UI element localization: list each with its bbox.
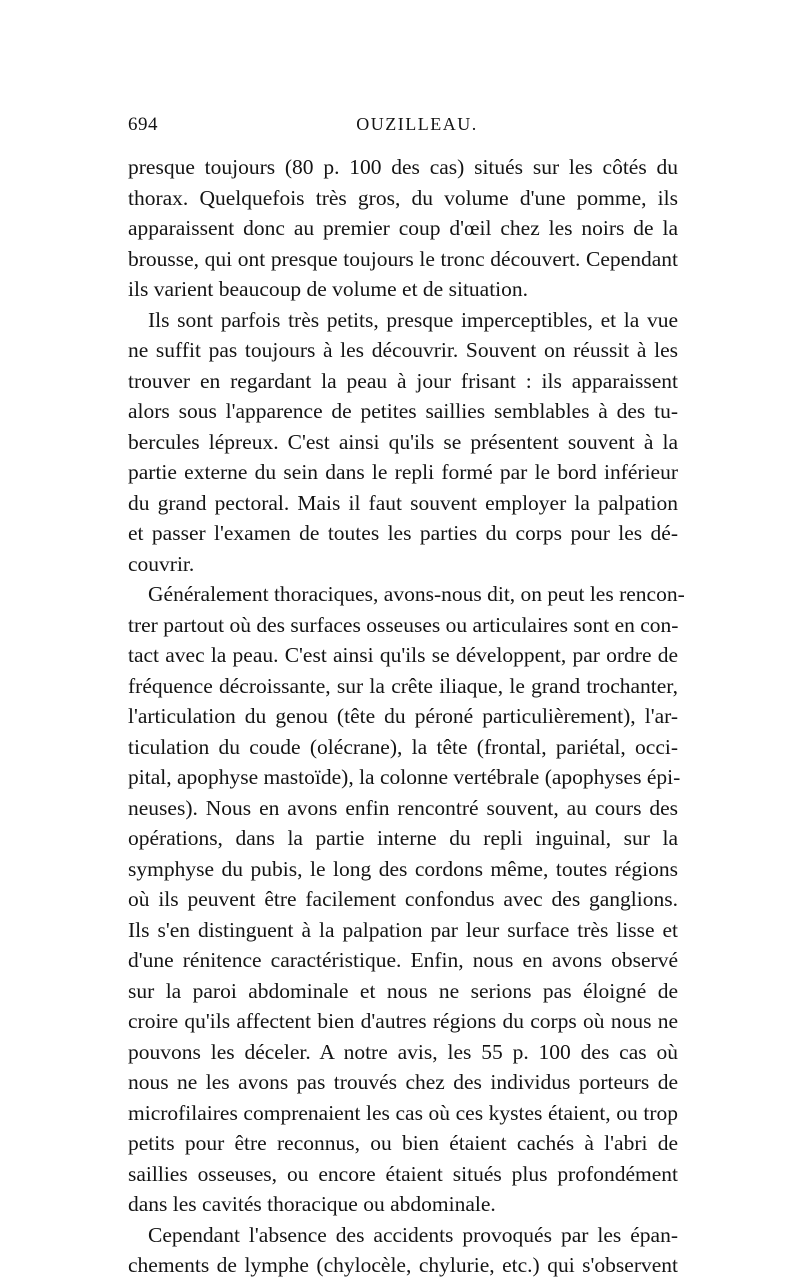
text-line: opérations, dans la partie interne du repli inguinal, sur la (128, 826, 678, 850)
text-line: sur la paroi abdominale et nous ne serions pas éloigné de (128, 978, 678, 1003)
paragraph (128, 1220, 678, 1281)
text-line: trer partout où des surfaces osseuses ou articulaires sont en con- (128, 612, 679, 637)
text-line: microfilaires comprenaient les cas où ces kystes étaient, ou trop (128, 1100, 678, 1125)
running-head (128, 114, 676, 142)
text-line: du grand pectoral. Mais il faut souvent employer la palpation (128, 490, 678, 515)
text-line: brousse, qui ont presque toujours le tronc découvert. Cependant (128, 246, 678, 271)
text-line: partie externe du sein dans le repli formé par le bord inférieur (128, 460, 678, 484)
paragraph (128, 152, 678, 305)
text-line: presque toujours (80 p. 100 des cas) situés sur les côtés du (128, 155, 678, 179)
text-line: Cependant l'absence des accidents provoqués par les épan- (148, 1222, 678, 1247)
text-line: Ils s'en distinguent à la palpation par leur surface très lisse et (128, 917, 678, 942)
running-title: OUZILLEAU. (356, 114, 478, 134)
text-line: Généralement thoraciques, avons-nous dit, on peut les rencon- (148, 582, 685, 606)
paragraph (128, 305, 678, 580)
text-line: tact avec la peau. C'est ainsi qu'ils se développent, par ordre de (128, 643, 678, 667)
text-line: ticulation du coude (olécrane), la tête (frontal, pariétal, occi- (128, 734, 678, 759)
text-line: pital, apophyse mastoïde), la colonne vertébrale (apophyses épi- (128, 765, 681, 789)
text-line: d'une rénitence caractéristique. Enfin, nous en avons observé (128, 948, 678, 972)
text-line: Ils sont parfois très petits, presque imperceptibles, et la vue (148, 307, 678, 332)
text-line: saillies osseuses, ou encore étaient situés plus profondément (128, 1161, 678, 1186)
paragraph (128, 579, 685, 1220)
text-line: nous ne les avons pas trouvés chez des individus porteurs de (128, 1070, 678, 1094)
page-number: 694 (128, 114, 158, 135)
text-line: trouver en regardant la peau à jour frisant : ils apparaissent (128, 368, 678, 393)
text-line: symphyse du pubis, le long des cordons même, toutes régions (128, 856, 678, 881)
text-line: petits pour être reconnus, ou bien étaient cachés à l'abri de (128, 1131, 678, 1155)
text-line: ne suffit pas toujours à les découvrir. Souvent on réussit à les (128, 338, 678, 362)
text-line: couvrir. (128, 551, 195, 576)
text-line: apparaissent donc au premier coup d'œil chez les noirs de la (128, 216, 678, 240)
text-line: neuses). Nous en avons enfin rencontré souvent, au cours des (128, 795, 678, 820)
text-line: et passer l'examen de toutes les parties du corps pour les dé- (128, 521, 678, 545)
text-line: fréquence décroissante, sur la crête iliaque, le grand trochanter, (128, 673, 678, 698)
body-text (128, 152, 685, 1281)
text-line: thorax. Quelquefois très gros, du volume d'une pomme, ils (128, 185, 678, 210)
text-line: bercules lépreux. C'est ainsi qu'ils se présentent souvent à la (128, 429, 678, 454)
text-line: l'articulation du genou (tête du péroné particulièrement), l'ar- (128, 704, 678, 728)
text-line: pouvons les déceler. A notre avis, les 55 p. 100 des cas où (128, 1039, 678, 1064)
text-line: dans les cavités thoracique ou abdominale. (128, 1192, 496, 1216)
text-line: où ils peuvent être facilement confondus avec des ganglions. (128, 887, 678, 911)
text-line: chements de lymphe (chylocèle, chylurie, etc.) qui s'observent (128, 1253, 678, 1277)
text-line: alors sous l'apparence de petites saillies semblables à des tu- (128, 399, 678, 423)
text-line: croire qu'ils affectent bien d'autres régions du corps où nous ne (128, 1009, 678, 1033)
text-line: ils varient beaucoup de volume et de situation. (128, 277, 529, 301)
